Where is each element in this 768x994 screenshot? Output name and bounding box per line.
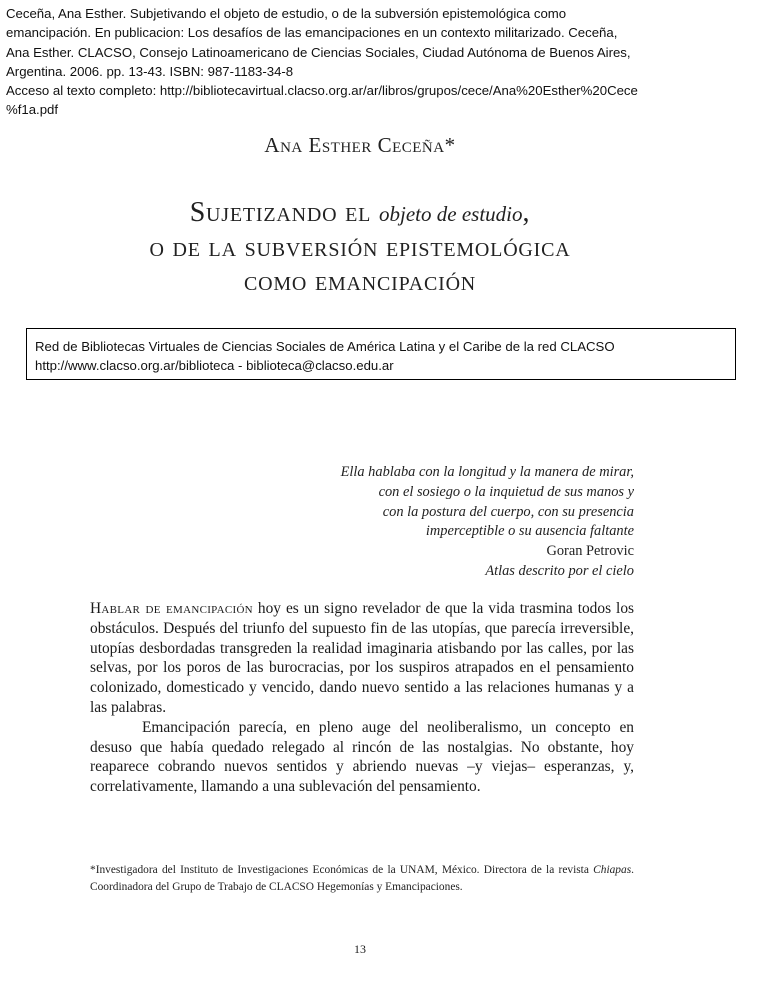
clacso-banner [26, 328, 736, 380]
footnote [90, 862, 634, 896]
epigraph-author: Goran Petrovic [546, 543, 634, 560]
footnote-italic: Chiapas [593, 864, 632, 876]
epigraph-line: con la postura del cuerpo, con su presencia [382, 503, 634, 520]
citation-access-line[interactable]: Acceso al texto completo: http://bibliotecavirtual.clacso.org.ar/ar/libros/grupos/cece/Ana%20Esther%20Cece [6, 83, 638, 99]
epigraph-source: Atlas descrito por el cielo [485, 562, 634, 579]
title-comma: , [522, 197, 531, 228]
epigraph [200, 463, 634, 582]
title-italic: objeto de estudio [379, 202, 523, 226]
paragraph-lead: Hablar de emancipación [90, 600, 253, 617]
citation-line: emancipación. En publicacion: Los desafíos de las emancipaciones en un contexto militarizado. Ceceña, [6, 25, 618, 41]
body-text [90, 599, 634, 797]
footnote-part-2: . Coordinadora del Grupo de Trabajo de CLACSO Hegemonías y Emancipaciones. [90, 864, 634, 893]
citation-access-line-end[interactable]: %f1a.pdf [6, 102, 59, 118]
banner-line-1: Red de Bibliotecas Virtuales de Ciencias Sociales de América Latina y el Caribe de la red CLACSO [35, 339, 615, 354]
page-number: 13 [354, 942, 366, 956]
paragraph-1 [90, 599, 634, 718]
citation-line: Ceceña, Ana Esther. Subjetivando el objeto de estudio, o de la subversión epistemológica como [6, 6, 567, 21]
footnote-part-1: *Investigadora del Instituto de Investigaciones Económicas de la UNAM, México. Directora de la revista [90, 864, 594, 876]
citation-line: Ana Esther. CLACSO, Consejo Latinoamericano de Ciencias Sociales, Ciudad Autónoma de Buenos Aires, [6, 44, 631, 60]
paragraph-2: Emancipación parecía, en pleno auge del neoliberalismo, un concepto en desuso que había quedado relegado al rincón de las nostalgias. No obstante, hoy reaparece cobrando nuevos sentidos y abriendo nuevas –y viejas– esperanzas, y, correlativamente, llamando a una sublevación del pensamiento. [90, 718, 634, 796]
citation-line: Argentina. 2006. pp. 13-43. ISBN: 987-1183-34-8 [6, 63, 294, 79]
banner-link[interactable]: http://www.clacso.org.ar/biblioteca - biblioteca@clacso.edu.ar [35, 358, 394, 373]
chapter-title [0, 196, 720, 299]
epigraph-line: Ella hablaba con la longitud y la manera de mirar, [340, 464, 634, 480]
title-part-1: Sujetizando el [189, 197, 380, 228]
epigraph-line: con el sosiego o la inquietud de sus manos y [378, 483, 634, 500]
title-line-1 [0, 196, 720, 231]
title-line-3: como emancipación [243, 266, 477, 297]
author-name: Ana Esther Ceceña* [264, 133, 456, 157]
title-line-2: o de la subversión epistemológica [149, 232, 571, 263]
citation-header [6, 4, 762, 120]
paragraph-1-text: hoy es un signo revelador de que la vida trasmina todos los obstáculos. Después del triunfo del supuesto fin de las utopías, que parecía irreversible, utopías desbordadas transgreden la realidad imaginaria atisbando por las calles, por las selvas, por los poros de las burocracias, por los suspiros atrapados en el pensamiento colonizado, domesticado y vencido, dando nuevo sentido a las relaciones humanas y a las palabras. [90, 600, 634, 716]
epigraph-line: imperceptible o su ausencia faltante [425, 523, 634, 540]
